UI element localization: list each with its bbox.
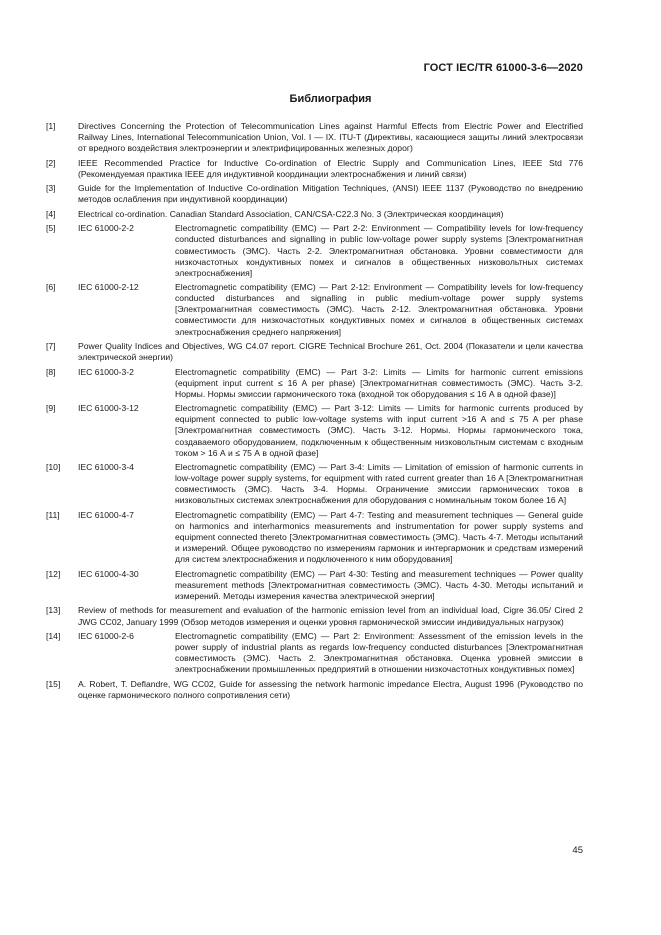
- entry-text: Electrical co-ordination. Canadian Standard Association, CAN/CSA-C22.3 No. 3 (Электрическая координация): [78, 208, 504, 219]
- entry-number: [9]: [46, 403, 56, 414]
- entry-text: IEEE Recommended Practice for Inductive Co-ordination of Electric Supply and Communication Lines, IEEE Std 776 (Рекомендуемая практика IEEE для индуктивной координации электроснабжения и линий связи): [78, 157, 583, 179]
- standard-code: IEC 61000-2-6: [78, 631, 134, 642]
- bibliography-entry-4: [46, 209, 583, 220]
- bibliography-entry-12: [46, 569, 583, 602]
- page-number: 45: [572, 845, 583, 856]
- document-id-header: ГОСТ IEC/TR 61000-3-6—2020: [423, 62, 583, 74]
- entry-text: Electromagnetic compatibility (EMC) — Part 3-2: Limits — Limits for harmonic current emissions (equipment input current ≤ 16 A per phase) [Электромагнитная совместимость (ЭМС). Часть 3-2. Нормы. Нормы эмиссии гармонического тока (входной ток оборудования ≤ 16 А в одной фазе)]: [175, 366, 583, 399]
- entry-number: [3]: [46, 183, 56, 194]
- standard-code: IEC 61000-2-12: [78, 282, 139, 293]
- entry-text: A. Robert, T. Deflandre, WG CC02, Guide for assessing the network harmonic impedance Electra, August 1996 (Руководство по оценке гармонического полного сопротивления сети): [78, 678, 583, 700]
- bibliography-entry-8: [46, 367, 583, 400]
- entry-text: Guide for the Implementation of Inductive Co-ordination Mitigation Techniques, (ANSI) IEEE 1137 (Руководство по внедрению методов ослабления при индуктивной координации): [78, 183, 583, 205]
- bibliography-entry-6: [46, 282, 583, 337]
- bibliography-entry-13: [46, 605, 583, 627]
- bibliography-entry-14: [46, 631, 583, 675]
- bibliography-entry-7: [46, 341, 583, 363]
- entry-text: Electromagnetic compatibility (EMC) — Part 2-12: Environment — Compatibility levels for low-frequency conducted disturbances and signalling in public medium-voltage power supply systems [Электромагнитная совместимость (ЭМС). Часть 2-12. Электромагнитная обстановка. Уровни совместимости для низкочастотных кондуктивных помех и сигналов в общественных системах электроснабжения среднего напряжения]: [175, 282, 583, 337]
- entry-text: Power Quality Indices and Objectives, WG C4.07 report. CIGRE Technical Brochure 261, Oct. 2004 (Показатели и цели качества электрической энергии): [78, 341, 583, 363]
- bibliography-entry-5: [46, 223, 583, 278]
- standard-code: IEC 61000-2-2: [78, 223, 134, 234]
- entry-text: Electromagnetic compatibility (EMC) — Part 2: Environment: Assessment of the emission levels in the power supply of industrial plants as regards low-frequency conducted disturbances [Электромагнитная совместимость (ЭМС). Часть 2. Электромагнитная обстановка. Оценка уровней эмиссии в электроснабжении промышленных предприятий в отношении низкочастотных кондуктивных помех]: [175, 631, 583, 675]
- entry-text: Electromagnetic compatibility (EMC) — Part 3-4: Limits — Limitation of emission of harmonic currents in low-voltage power supply systems, for equipment with rated current greater than 16 A [Электромагнитная совместимость (ЭМС). Часть 3-4. Нормы. Ограничение эмиссии гармонических токов в низковольтных системах электроснабжения для оборудования с номинальным током более 16 А]: [175, 462, 583, 506]
- entry-text: Directives Concerning the Protection of Telecommunication Lines against Harmful Effects from Electric Power and Electrified Railway Lines, International Telecommunication Union, Vol. I — IX. ITU-T (Директивы, касающиеся защиты линий электросвязи от вредного воздействия электроэнергии и электрифицированных железных дорог): [78, 121, 583, 154]
- bibliography-entry-11: [46, 510, 583, 565]
- entry-number: [4]: [46, 208, 56, 219]
- entry-number: [1]: [46, 121, 56, 131]
- page-title: Библиография: [289, 93, 372, 105]
- entry-number: [11]: [46, 509, 60, 520]
- entry-number: [12]: [46, 568, 61, 579]
- standard-code: IEC 61000-4-7: [78, 509, 134, 520]
- entry-number: [7]: [46, 341, 56, 352]
- entry-number: [13]: [46, 605, 61, 616]
- entry-text: Electromagnetic compatibility (EMC) — Part 4-7: Testing and measurement techniques — General guide on harmonics and interharmonics measurements and instrumentation for power supply systems and equipment connected thereto [Электромагнитная совместимость (ЭМС). Часть 4-7. Методы испытаний и измерений. Общее руководство по измерениям гармоник и интергармоник и средствам измерений для систем электроснабжения и подключенного к ним оборудования]: [175, 509, 583, 565]
- entry-number: [5]: [46, 223, 56, 234]
- entry-text: Electromagnetic compatibility (EMC) — Part 3-12: Limits — Limits for harmonic currents produced by equipment connected to public low-voltage systems with input current >16 A and ≤ 75 A per phase [Электромагнитная совместимость (ЭМС). Часть 3-12. Нормы. Нормы гармонического тока, создаваемого оборудованием, подключенным к общественным низковольтным системам с входным током > 16 А и ≤ 75 А в одной фазе]: [175, 403, 583, 458]
- entry-text: Electromagnetic compatibility (EMC) — Part 4-30: Testing and measurement techniques — Power quality measurement methods [Электромагнитная совместимость (ЭМС). Часть 4-30. Методы испытаний и измерений. Методы измерения качества электрической энергии]: [175, 568, 583, 601]
- entry-number: [10]: [46, 462, 61, 473]
- entry-number: [14]: [46, 631, 61, 642]
- bibliography-list: [46, 121, 583, 704]
- standard-code: IEC 61000-3-4: [78, 462, 134, 473]
- standard-code: IEC 61000-3-2: [78, 366, 134, 377]
- bibliography-entry-3: [46, 183, 583, 205]
- entry-number: [8]: [46, 366, 56, 377]
- standard-code: IEC 61000-4-30: [78, 568, 139, 579]
- bibliography-entry-15: [46, 679, 583, 701]
- bibliography-entry-10: [46, 462, 583, 506]
- bibliography-entry-9: [46, 403, 583, 458]
- bibliography-entry-1: [46, 121, 583, 154]
- entry-number: [2]: [46, 157, 56, 168]
- entry-text: Review of methods for measurement and evaluation of the harmonic emission level from an individual load, Cigre 36.05/ Cired 2 JWG CC02, January 1999 (Обзор методов измерения и оценки уровня гармонической эмиссии индивидуальных нагрузок): [78, 605, 583, 627]
- entry-number: [15]: [46, 678, 61, 689]
- bibliography-entry-2: [46, 158, 583, 180]
- entry-number: [6]: [46, 282, 56, 293]
- entry-text: Electromagnetic compatibility (EMC) — Part 2-2: Environment — Compatibility levels for low-frequency conducted disturbances and signalling in public low-voltage power supply systems [Электромагнитная совместимость (ЭМС). Часть 2-2. Электромагнитная обстановка. Уровни совместимости для низкочастотных кондуктивных помех и сигналов в общественных низковольтных системах электроснабжения]: [175, 223, 583, 278]
- standard-code: IEC 61000-3-12: [78, 403, 139, 414]
